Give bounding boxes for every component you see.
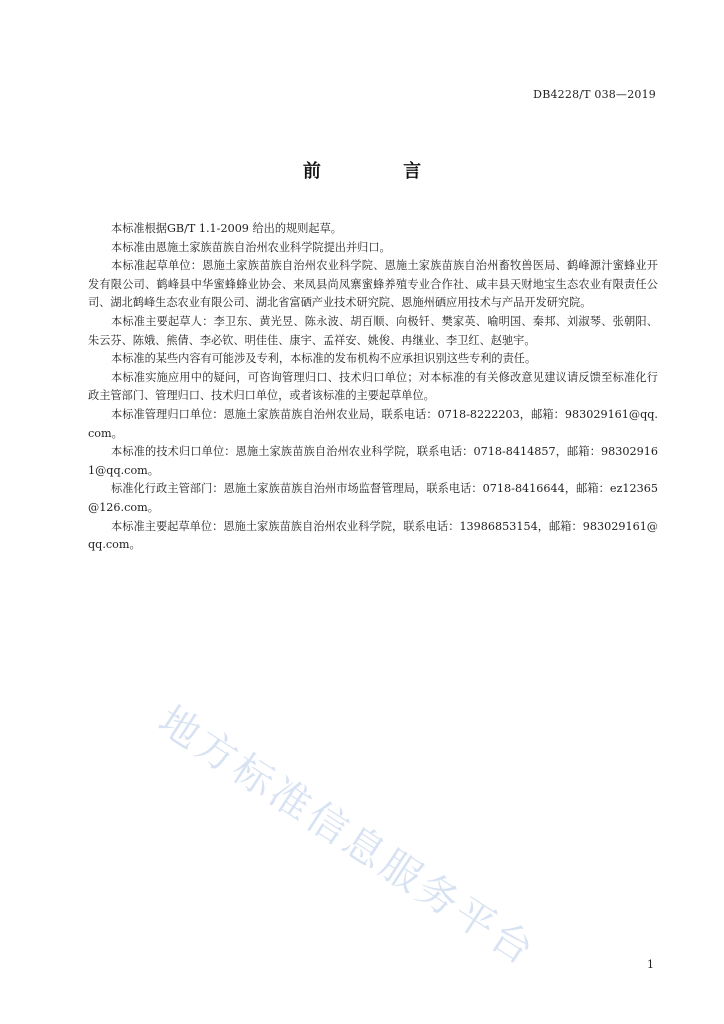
paragraph-management-unit: 本标准管理归口单位：恩施土家族苗族自治州农业局，联系电话：0718-8222203，邮箱：983029161@qq.com。 — [88, 407, 658, 440]
paragraph-drafting-units: 本标准起草单位：恩施土家族苗族自治州农业科学院、恩施土家族苗族自治州畜牧兽医局、鹤峰源汁蜜蜂业开发有限公司、鹤峰县中华蜜蜂蜂业协会、来凤县尚凤寨蜜蜂养殖专业合作社、咸丰县天财地宝生态农业有限责任公司、湖北鹤峰生态农业有限公司、湖北省富硒产业技术研究院、恩施州硒应用技术与产品开发研究院。 — [88, 259, 658, 310]
paragraph-drafting-rules: 本标准根据GB/T 1.1-2009 给出的规则起草。 — [111, 222, 342, 235]
paragraph-patent-notice: 本标准的某些内容有可能涉及专利，本标准的发布机构不应承担识别这些专利的责任。 — [111, 352, 537, 366]
page-number: 1 — [647, 958, 654, 971]
document-code: DB4228/T 038—2019 — [533, 88, 656, 101]
paragraph-technical-unit: 本标准的技术归口单位：恩施土家族苗族自治州农业科学院，联系电话：0718-8414857，邮箱：983029161@qq.com。 — [88, 445, 658, 477]
paragraph-proposer: 本标准由恩施土家族苗族自治州农业科学院提出并归口。 — [111, 240, 391, 254]
paragraph-feedback: 本标准实施应用中的疑问，可咨询管理归口、技术归口单位；对本标准的有关修改意见建议请反馈至标准化行政主管部门、管理归口、技术归口单位，或者该标准的主要起草单位。 — [88, 370, 658, 403]
page-title: 前 言 — [302, 161, 460, 182]
paragraph-main-drafting-unit: 本标准主要起草单位：恩施土家族苗族自治州农业科学院，联系电话：13986853154，邮箱：983029161@qq.com。 — [88, 519, 658, 552]
paragraph-administrative-dept: 标准化行政主管部门：恩施土家族苗族自治州市场监督管理局，联系电话：0718-8416644，邮箱：ez12365@126.com。 — [88, 482, 658, 514]
paragraph-drafters: 本标准主要起草人：李卫东、黄光昱、陈永波、胡百顺、向极钎、樊家英、喻明国、秦邦、刘淑琴、张朝阳、朱云芬、陈娥、熊倩、李必钦、明佳佳、康宇、孟祥安、姚俊、冉继业、李卫红、赵驰宇。 — [88, 314, 658, 347]
watermark: 地方标准信息服务平台 — [150, 697, 545, 976]
foreword-body — [88, 220, 658, 555]
